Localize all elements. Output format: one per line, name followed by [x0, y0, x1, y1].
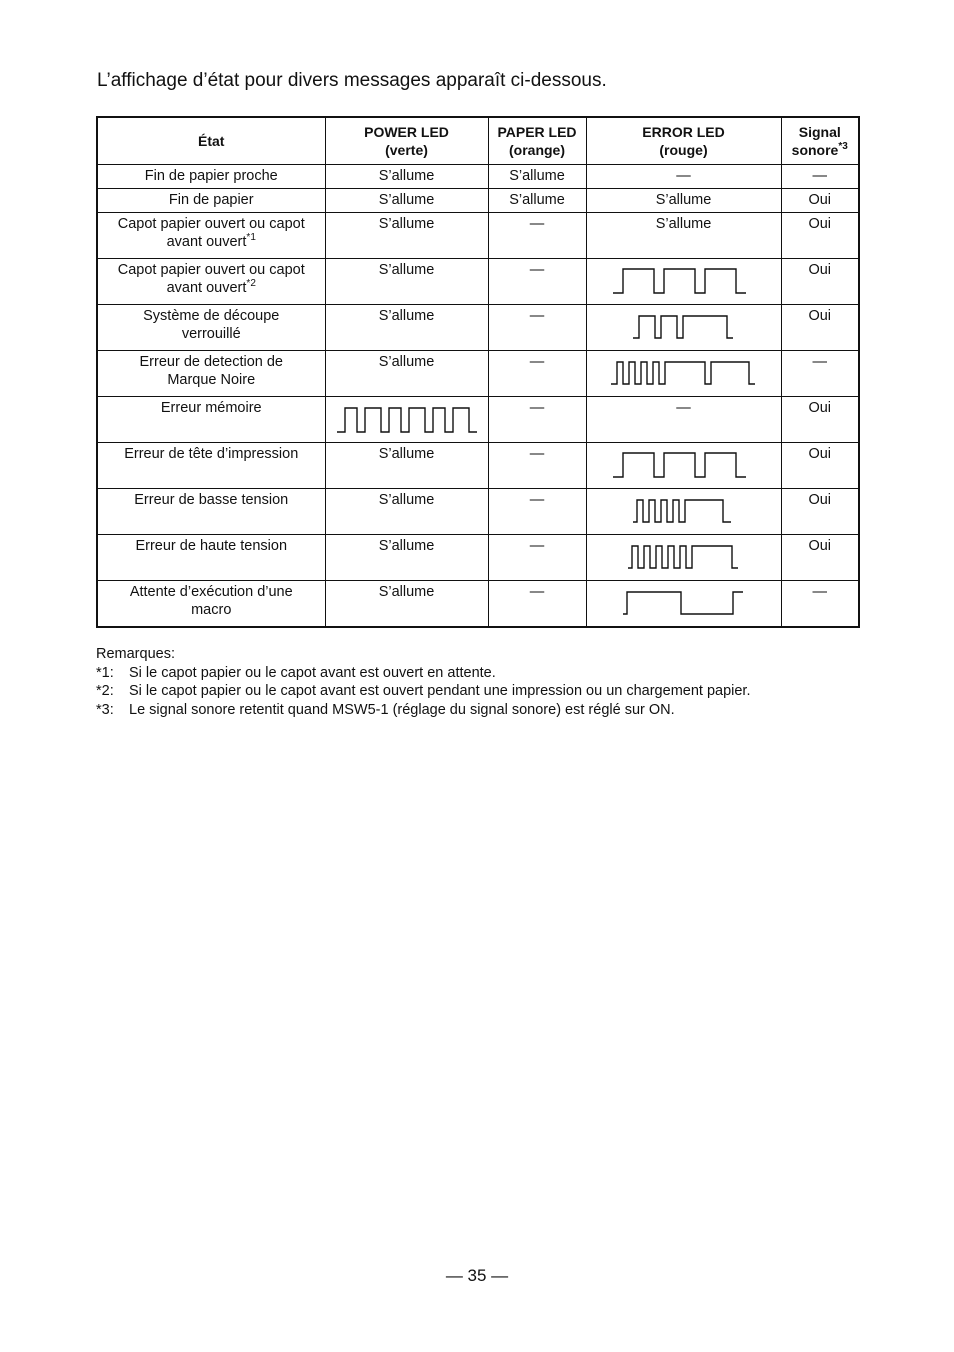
- note-item: [96, 701, 751, 720]
- cell-power: S’allume: [325, 305, 488, 351]
- blink-waveform-icon: [626, 542, 742, 574]
- cell-etat: Fin de papier proche: [97, 165, 325, 189]
- table-row: [97, 489, 859, 535]
- table-row: [97, 397, 859, 443]
- cell-power: S’allume: [325, 189, 488, 213]
- table-row: [97, 305, 859, 351]
- table-row: [97, 535, 859, 581]
- cell-paper: —: [488, 351, 586, 397]
- cell-etat: Capot papier ouvert ou capot avant ouvert$^{*1}$: [97, 213, 325, 259]
- cell-etat: Erreur de detection de Marque Noire: [97, 351, 325, 397]
- cell-signal: —: [781, 351, 859, 397]
- blink-waveform-icon: [335, 404, 479, 436]
- cell-power: S’allume: [325, 165, 488, 189]
- cell-etat: Attente d’exécution d’une macro: [97, 581, 325, 628]
- table-row: [97, 213, 859, 259]
- table-row: [97, 581, 859, 628]
- header-power-led: POWER LED (verte): [325, 117, 488, 165]
- blink-waveform-icon: [629, 496, 739, 528]
- cell-power: S’allume: [325, 351, 488, 397]
- table-header-row: [97, 117, 859, 165]
- cell-paper: —: [488, 213, 586, 259]
- notes-section: [96, 645, 751, 719]
- header-etat: État: [97, 117, 325, 165]
- cell-error: —: [586, 165, 781, 189]
- note-item: [96, 682, 751, 701]
- error-led-blink-pattern: [586, 305, 781, 351]
- notes-title: Remarques:: [96, 646, 175, 662]
- cell-etat: Fin de papier: [97, 189, 325, 213]
- cell-power: S’allume: [325, 489, 488, 535]
- cell-error: —: [586, 397, 781, 443]
- note-item: [96, 664, 751, 683]
- cell-etat: Erreur de tête d’impression: [97, 443, 325, 489]
- cell-signal: Oui: [781, 397, 859, 443]
- error-led-blink-pattern: [586, 351, 781, 397]
- header-error-led: ERROR LED (rouge): [586, 117, 781, 165]
- table-row: [97, 189, 859, 213]
- cell-signal: Oui: [781, 259, 859, 305]
- error-led-blink-pattern: [586, 259, 781, 305]
- header-signal-sonore: Signal sonore$^{*3}$: [781, 117, 859, 165]
- cell-power: S’allume: [325, 259, 488, 305]
- error-led-blink-pattern: [586, 581, 781, 628]
- cell-signal: Oui: [781, 213, 859, 259]
- status-table: [96, 116, 860, 628]
- cell-paper: S’allume: [488, 189, 586, 213]
- power-led-blink-pattern: [325, 397, 488, 443]
- cell-paper: —: [488, 397, 586, 443]
- blink-waveform-icon: [609, 358, 759, 390]
- error-led-blink-pattern: [586, 535, 781, 581]
- cell-paper: —: [488, 535, 586, 581]
- page-number: — 35 —: [445, 1266, 509, 1285]
- cell-power: S’allume: [325, 535, 488, 581]
- cell-signal: Oui: [781, 535, 859, 581]
- cell-power: S’allume: [325, 581, 488, 628]
- cell-signal: Oui: [781, 305, 859, 351]
- cell-etat: Capot papier ouvert ou capot avant ouvert$^{*2}$: [97, 259, 325, 305]
- cell-signal: Oui: [781, 443, 859, 489]
- blink-waveform-icon: [609, 265, 759, 299]
- cell-signal: —: [781, 581, 859, 628]
- cell-power: S’allume: [325, 213, 488, 259]
- cell-paper: —: [488, 259, 586, 305]
- blink-waveform-icon: [609, 449, 759, 483]
- page-heading: L’affichage d’état pour divers messages apparaît ci-dessous.: [97, 70, 607, 91]
- table-row: [97, 165, 859, 189]
- error-led-blink-pattern: [586, 489, 781, 535]
- note-text: Le signal sonore retentit quand MSW5-1 (réglage du signal sonore) est réglé sur ON.: [129, 701, 675, 718]
- cell-signal: Oui: [781, 189, 859, 213]
- table-row: [97, 443, 859, 489]
- table-row: [97, 351, 859, 397]
- cell-paper: —: [488, 489, 586, 535]
- note-mark: *1:: [96, 664, 114, 681]
- cell-etat: Erreur mémoire: [97, 397, 325, 443]
- table-row: [97, 259, 859, 305]
- note-text: Si le capot papier ou le capot avant est ouvert pendant une impression ou un chargement papier.: [129, 683, 751, 699]
- cell-paper: S’allume: [488, 165, 586, 189]
- cell-paper: —: [488, 305, 586, 351]
- cell-signal: —: [781, 165, 859, 189]
- cell-etat: Erreur de haute tension: [97, 535, 325, 581]
- cell-etat: Système de découpe verrouillé: [97, 305, 325, 351]
- cell-error: S’allume: [586, 189, 781, 213]
- cell-paper: —: [488, 443, 586, 489]
- header-paper-led: PAPER LED (orange): [488, 117, 586, 165]
- error-led-blink-pattern: [586, 443, 781, 489]
- note-mark: *3:: [96, 701, 114, 718]
- cell-power: S’allume: [325, 443, 488, 489]
- note-text: Si le capot papier ou le capot avant est ouvert en attente.: [129, 664, 496, 681]
- blink-waveform-icon: [629, 312, 739, 344]
- note-mark: *2:: [96, 683, 114, 699]
- cell-error: S’allume: [586, 213, 781, 259]
- cell-signal: Oui: [781, 489, 859, 535]
- blink-waveform-icon: [619, 588, 749, 620]
- cell-etat: Erreur de basse tension: [97, 489, 325, 535]
- cell-paper: —: [488, 581, 586, 628]
